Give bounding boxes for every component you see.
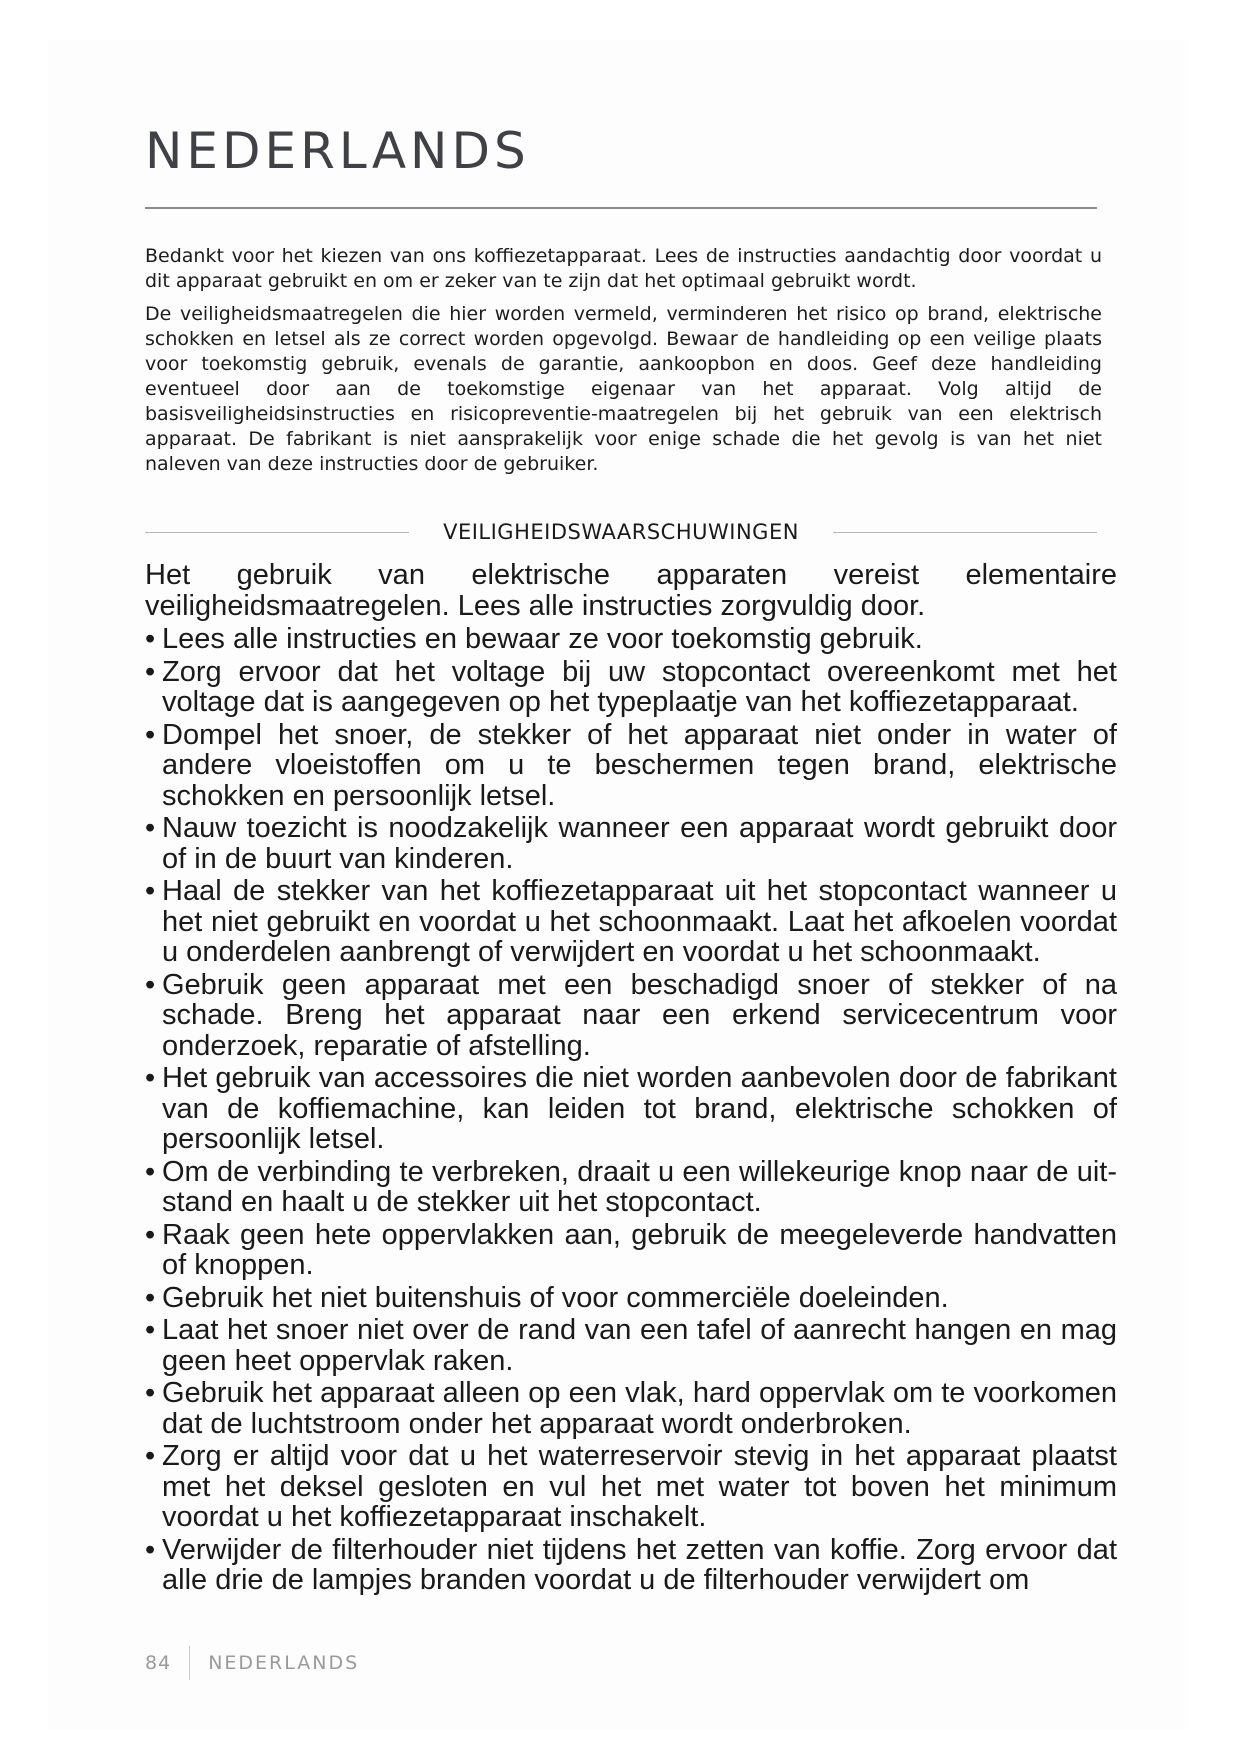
warning-item-text: Dompel het snoer, de stekker of het apparaat niet onder in water of andere vloeistoffen om u te beschermen tegen brand, elektrische schokken en persoonlijk letsel. (162, 718, 1117, 812)
warning-item-text: Haal de stekker van het koffiezetapparaat uit het stopcontact wanneer u het niet gebruikt en voordat u het schoonmaakt. Laat het afkoelen voordat u onderdelen aanbrengt of verwijdert en voordat u het schoonmaakt. (162, 875, 1117, 968)
page-title: NEDERLANDS (145, 122, 530, 180)
section-heading-label: VEILIGHEIDSWAARSCHUWINGEN (443, 520, 799, 544)
warning-item (145, 813, 1117, 874)
bullet-icon: • (145, 1377, 156, 1409)
safety-warnings (145, 560, 1117, 1598)
bullet-icon: • (145, 1533, 156, 1566)
warning-item-text: Lees alle instructies en bewaar ze voor toekomstig gebruik. (162, 623, 923, 655)
bullet-icon: • (145, 1440, 156, 1472)
warning-item (145, 970, 1117, 1062)
bullet-icon: • (145, 968, 156, 1001)
warning-item-text: Raak geen hete oppervlakken aan, gebruik de meegeleverde handvatten of knoppen. (162, 1218, 1117, 1281)
heading-rule-right (833, 532, 1097, 533)
title-divider (145, 207, 1097, 209)
bullet-icon: • (145, 875, 156, 907)
heading-rule-left (145, 532, 409, 533)
bullet-icon: • (145, 1155, 156, 1188)
warning-item-text: Nauw toezicht is noodzakelijk wanneer een apparaat wordt gebruikt door of in de buurt van kinderen. (162, 812, 1117, 875)
intro-paragraph: De veiligheidsmaatregelen die hier worden vermeld, verminderen het risico op brand, elektrische schokken en letsel als ze correct worden opgevolgd. Bewaar de handleiding op een veilige plaats voor toekomstig gebruik, evenals de garantie, aankoopbon en doos. Geef deze handleiding eventueel door aan de toekomstige eigenaar van het apparaat. Volg altijd de basisveiligheidsinstructies en risicopreventie-maatregelen bij het gebruik van een elektrisch apparaat. De fabrikant is niet aansprakelijk voor enige schade die het gevolg is van het niet naleven van deze instructies door de gebruiker. (145, 303, 1102, 475)
bullet-icon: • (145, 1218, 156, 1251)
page-number: 84 (145, 1652, 172, 1674)
warning-list (145, 624, 1117, 1596)
warning-item-text: Zorg ervoor dat het voltage bij uw stopcontact overeenkomt met het voltage dat is aangegeven op het typeplaatje van het koffiezetapparaat. (162, 655, 1117, 718)
warning-item-text: Zorg er altijd voor dat u het waterreservoir stevig in het apparaat plaatst met het deksel gesloten en vul het met water tot boven het minimum voordat u het koffiezetapparaat inschakelt. (162, 1440, 1117, 1533)
bullet-icon: • (145, 1281, 156, 1314)
warnings-lead: Het gebruik van elektrische apparaten vereist elementaire veiligheidsmaatregelen. Lees alle instructies zorgvuldig door. (145, 559, 1117, 622)
footer-separator (189, 1646, 190, 1680)
bullet-icon: • (145, 718, 156, 751)
warning-item (145, 876, 1117, 968)
warning-item-text: Het gebruik van accessoires die niet worden aanbevolen door de fabrikant van de koffiemachine, kan leiden tot brand, elektrische schokken of persoonlijk letsel. (162, 1062, 1117, 1155)
section-heading (145, 516, 1097, 548)
warning-item (145, 1283, 1117, 1314)
bullet-icon: • (145, 1314, 156, 1346)
warning-item (145, 1157, 1117, 1218)
intro-text (145, 244, 1102, 485)
bullet-icon: • (145, 623, 156, 655)
bullet-icon: • (145, 812, 156, 844)
warning-item (145, 1063, 1117, 1155)
footer-label: NEDERLANDS (208, 1652, 360, 1674)
intro-paragraph: Bedankt voor het kiezen van ons koffiezetapparaat. Lees de instructies aandachtig door voordat u dit apparaat gebruikt en om er zeker van te zijn dat het optimaal gebruikt wordt. (145, 245, 1102, 292)
warning-item (145, 1441, 1117, 1533)
warning-item-text: Verwijder de filterhouder niet tijdens het zetten van koffie. Zorg ervoor dat alle drie de lampjes branden voordat u de filterhouder verwijdert om (162, 1533, 1117, 1596)
bullet-icon: • (145, 1062, 156, 1094)
warning-item (145, 1220, 1117, 1281)
warning-item-text: Gebruik geen apparaat met een beschadigd snoer of stekker of na schade. Breng het apparaat naar een erkend servicecentrum voor onderzoek, reparatie of afstelling. (162, 968, 1117, 1062)
warning-item (145, 657, 1117, 718)
bullet-icon: • (145, 655, 156, 688)
warning-item-text: Gebruik het niet buitenshuis of voor commerciële doeleinden. (162, 1281, 949, 1314)
warning-item-text: Laat het snoer niet over de rand van een tafel of aanrecht hangen en mag geen heet oppervlak raken. (162, 1314, 1117, 1377)
page-footer (145, 1646, 359, 1680)
warning-item (145, 1535, 1117, 1596)
warning-item (145, 720, 1117, 812)
warning-item (145, 1315, 1117, 1376)
warning-item-text: Gebruik het apparaat alleen op een vlak, hard oppervlak om te voorkomen dat de luchtstroom onder het apparaat wordt onderbroken. (162, 1377, 1117, 1440)
warning-item (145, 1378, 1117, 1439)
warning-item-text: Om de verbinding te verbreken, draait u een willekeurige knop naar de uit-stand en haalt u de stekker uit het stopcontact. (162, 1155, 1117, 1218)
warning-item (145, 624, 1117, 655)
